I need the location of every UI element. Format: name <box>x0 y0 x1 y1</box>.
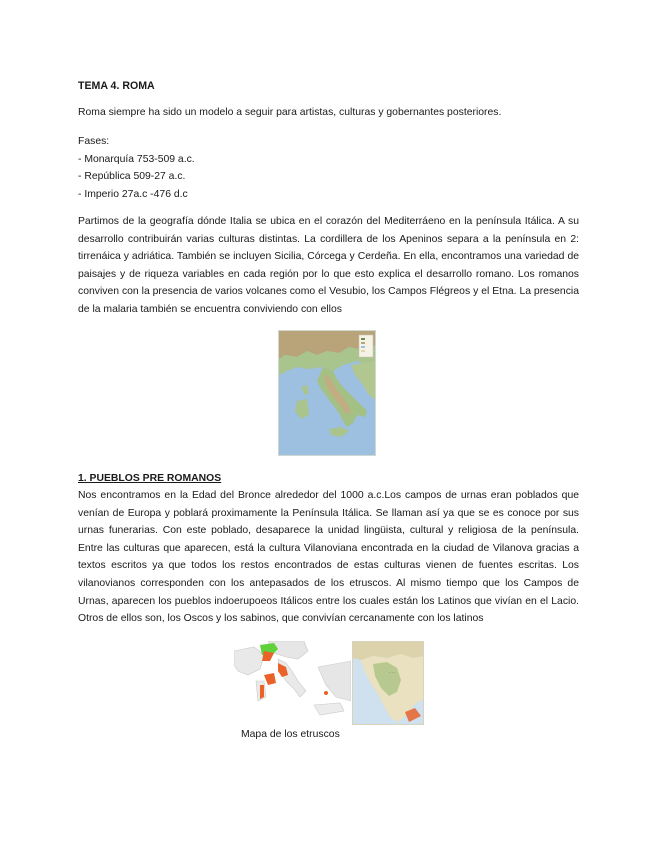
phase-item-imperio: - Imperio 27a.c -476 d.c <box>78 188 188 200</box>
peoples-paragraph: Nos encontramos en la Edad del Bronce alrededor del 1000 a.c.Los campos de urnas eran poblados que venían de Europa y poblará proximamente la Península Itálica. Se llaman así ya que se es conoce por sus urnas funerarias. Con este poblado, desaparece la unidad lingüista, cultural y religiosa de la península. Entre las culturas que aparecen, está la cultura Vilanoviana encontrada en la ciudad de Vilanova gracias a textos escritos ya que todos los restos encontrados de estas culturas vienen de fuentes escritas. Los vilanovianos corresponden con los antepasados de los etruscos. Al mismo tiempo que los Campos de Urnas, aparecen los pueblos indoerupoeos Itálicos entre los cuales están los Latinos que vivían en el Lacio. Otros de ellos son, los Oscos y los sabinos, que convivían cercanamente con los latinos <box>78 490 579 625</box>
etruscan-expansion-map-image <box>234 641 351 725</box>
phase-item-monarquia: - Monarquía 753-509 a.c. <box>78 153 195 165</box>
phases-list <box>78 133 378 203</box>
phase-item-republica: - República 509-27 a.c. <box>78 171 186 183</box>
etruscan-map-caption: Mapa de los etruscos <box>241 729 340 740</box>
intro-paragraph: Roma siempre ha sido un modelo a seguir para artistas, culturas y gobernantes posteriores. <box>78 107 502 118</box>
etruria-region-map-image <box>352 641 424 725</box>
document-title: TEMA 4. ROMA <box>78 80 155 92</box>
section-heading-pueblos-prerromanos: 1. PUEBLOS PRE ROMANOS <box>78 473 222 484</box>
italy-physical-map-image <box>278 330 376 456</box>
phases-label: Fases: <box>78 136 110 147</box>
svg-text:· · ·: · · · <box>389 670 396 675</box>
geography-paragraph: Partimos de la geografía dónde Italia se ubica en el corazón del Mediterráeno en la península Itálica. A su desarrollo contribuirán varias culturas distintas. La cordillera de los Apeninos separa a la península en 2: tirrenáica y adriática. También se incluyen Sicilia, Córcega y Cerdeña. En ella, encontramos una variedad de paisajes y de riqueza variables en cada región por lo que esto explica el desarrollo romano. Los romanos conviven con la presencia de varios volcanes como el Vesubio, los Campos Flégreos y el Etna. La presencia de la malaria también se encuentra conviviendo con ellos <box>78 216 579 315</box>
